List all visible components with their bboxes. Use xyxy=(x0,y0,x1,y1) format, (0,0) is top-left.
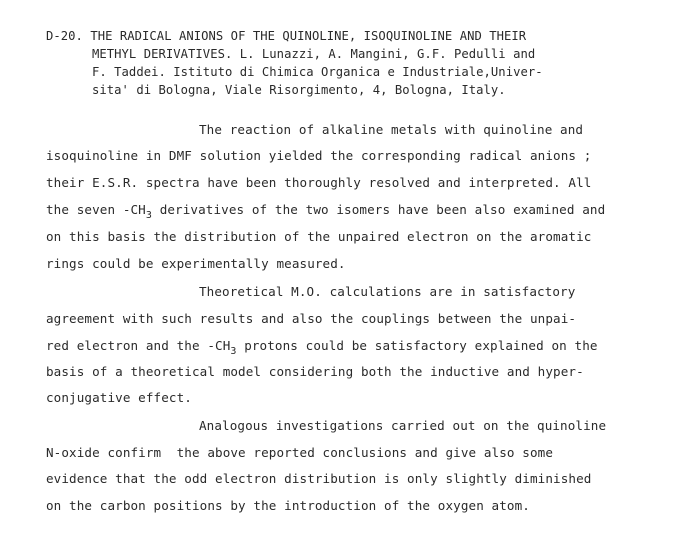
p2-line-3 xyxy=(46,338,598,356)
p2-line-2: agreement with such results and also the couplings between the unpai- xyxy=(46,311,577,326)
p3-line-2: N-oxide confirm the above reported conclusions and give also some xyxy=(46,445,554,460)
p1-line-4 xyxy=(46,202,605,220)
p3-line-1: Analogous investigations carried out on the quinoline xyxy=(199,418,607,433)
title-line-1: D-20. THE RADICAL ANIONS OF THE QUINOLINE, ISOQUINOLINE AND THEIR xyxy=(46,29,527,43)
p1-line-4-rest: derivatives of the two isomers have been also examined and xyxy=(159,202,606,217)
title-line-4: sita' di Bologna, Viale Risorgimento, 4, Bologna, Italy. xyxy=(92,83,506,97)
title-line-2: METHYL DERIVATIVES. L. Lunazzi, A. Mangini, G.F. Pedulli and xyxy=(92,47,536,61)
p2-line-3-rest: protons could be satisfactory explained on the xyxy=(244,338,598,353)
p2-line-1: Theoretical M.O. calculations are in satisfactory xyxy=(199,284,576,299)
title-line-3: F. Taddei. Istituto di Chimica Organica e Industriale,Univer- xyxy=(92,65,543,79)
p3-line-3: evidence that the odd electron distribution is only slightly diminished xyxy=(46,471,592,486)
p1-line-2: isoquinoline in DMF solution yielded the corresponding radical anions ; xyxy=(46,148,592,163)
p1-line-5: on this basis the distribution of the unpaired electron on the aromatic xyxy=(46,229,592,244)
p1-line-3: their E.S.R. spectra have been thoroughly resolved and interpreted. All xyxy=(46,175,592,190)
p1-line-4-prefix: the seven -CH xyxy=(46,202,146,217)
p3-line-4: on the carbon positions by the introduction of the oxygen atom. xyxy=(46,498,530,513)
p2-line-4: basis of a theoretical model considering both the inductive and hyper- xyxy=(46,364,584,379)
p1-line-1: The reaction of alkaline metals with quinoline and xyxy=(199,122,584,137)
p2-line-5: conjugative effect. xyxy=(46,390,192,405)
p1-line-6: rings could be experimentally measured. xyxy=(46,256,346,271)
subscript-3: 3 xyxy=(145,210,152,221)
p2-line-3-prefix: red electron and the -CH xyxy=(46,338,231,353)
subscript-3: 3 xyxy=(230,346,237,357)
